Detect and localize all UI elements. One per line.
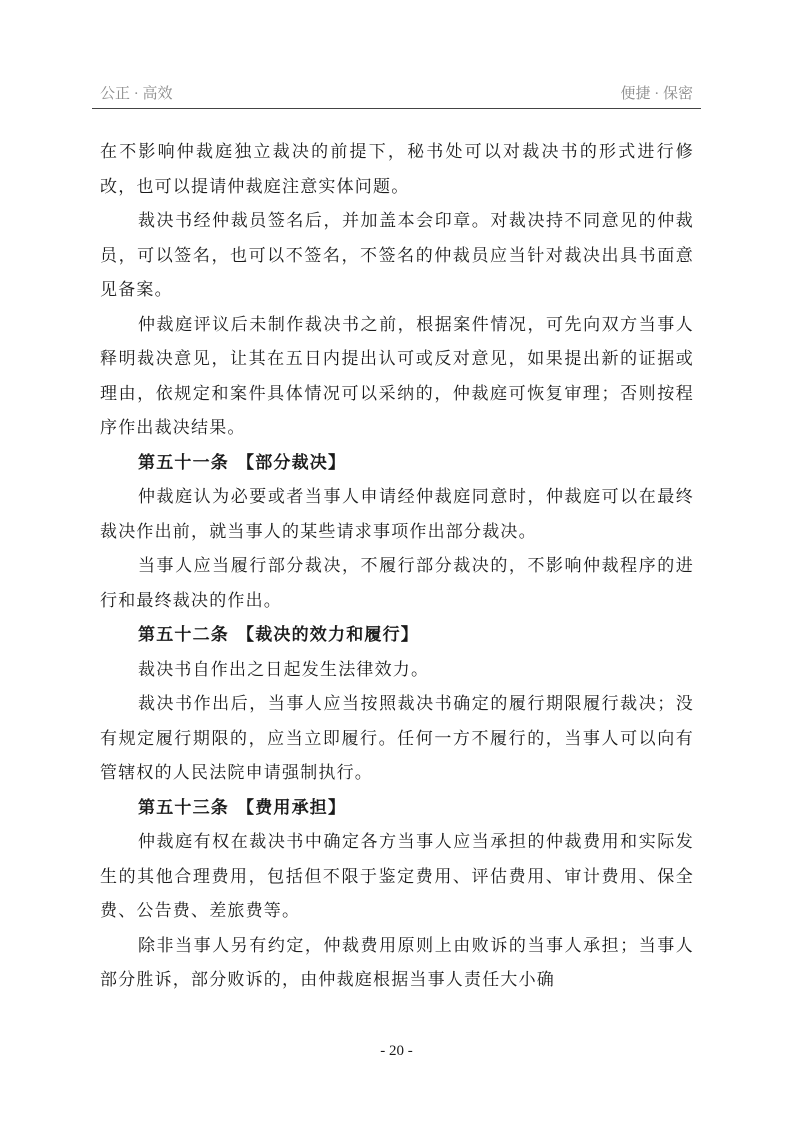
article-heading-51 [100, 446, 694, 481]
paragraph-cost-bearing: 除非当事人另有约定，仲裁费用原则上由败诉的当事人承担；当事人部分胜诉，部分败诉的，由仲裁庭根据当事人责任大小确 [100, 935, 694, 990]
paragraph-cost-allocation: 仲裁庭有权在裁决书中确定各方当事人应当承担的仲裁费用和实际发生的其他合理费用，包括但不限于鉴定费用、评估费用、审计费用、保全费、公告费、差旅费等。 [100, 832, 694, 921]
page-number: - 20 - [380, 1043, 413, 1059]
article-heading-52 [100, 618, 694, 653]
paragraph-partial-award-performance: 当事人应当履行部分裁决，不履行部分裁决的，不影响仲裁程序的进行和最终裁决的作出。 [100, 556, 694, 611]
article-heading-53 [100, 791, 694, 826]
paragraph-secretariat-review: 在不影响仲裁庭独立裁决的前提下，秘书处可以对裁决书的形式进行修改，也可以提请仲裁庭注意实体问题。 [100, 142, 694, 197]
article-title: 【部分裁决】 [237, 452, 347, 473]
paragraph-award-signature: 裁决书经仲裁员签名后，并加盖本会印章。对裁决持不同意见的仲裁员，可以签名，也可以不签名，不签名的仲裁员应当针对裁决出具书面意见备案。 [100, 211, 694, 300]
article-title: 【费用承担】 [237, 797, 347, 818]
paragraph-award-explanation: 仲裁庭评议后未制作裁决书之前，根据案件情况，可先向双方当事人释明裁决意见，让其在五日内提出认可或反对意见，如果提出新的证据或理由，依规定和案件具体情况可以采纳的，仲裁庭可恢复审理；否则按程序作出裁决结果。 [100, 314, 694, 438]
header-motto-right: 便捷 · 保密 [620, 86, 693, 102]
article-number: 第五十三条 [138, 797, 229, 818]
article-number: 第五十一条 [138, 452, 229, 473]
page-body [100, 135, 694, 998]
article-title: 【裁决的效力和履行】 [237, 625, 419, 645]
header-motto-left: 公正 · 高效 [100, 86, 173, 102]
paragraph-award-effect: 裁决书自作出之日起发生法律效力。 [138, 659, 430, 680]
running-header [92, 78, 701, 109]
paragraph-partial-award: 仲裁庭认为必要或者当事人申请经仲裁庭同意时，仲裁庭可以在最终裁决作出前，就当事人的某些请求事项作出部分裁决。 [100, 487, 694, 542]
article-number: 第五十二条 [138, 625, 229, 645]
paragraph-award-enforcement: 裁决书作出后，当事人应当按照裁决书确定的履行期限履行裁决；没有规定履行期限的，应当立即履行。任何一方不履行的，当事人可以向有管辖权的人民法院申请强制执行。 [100, 694, 694, 783]
